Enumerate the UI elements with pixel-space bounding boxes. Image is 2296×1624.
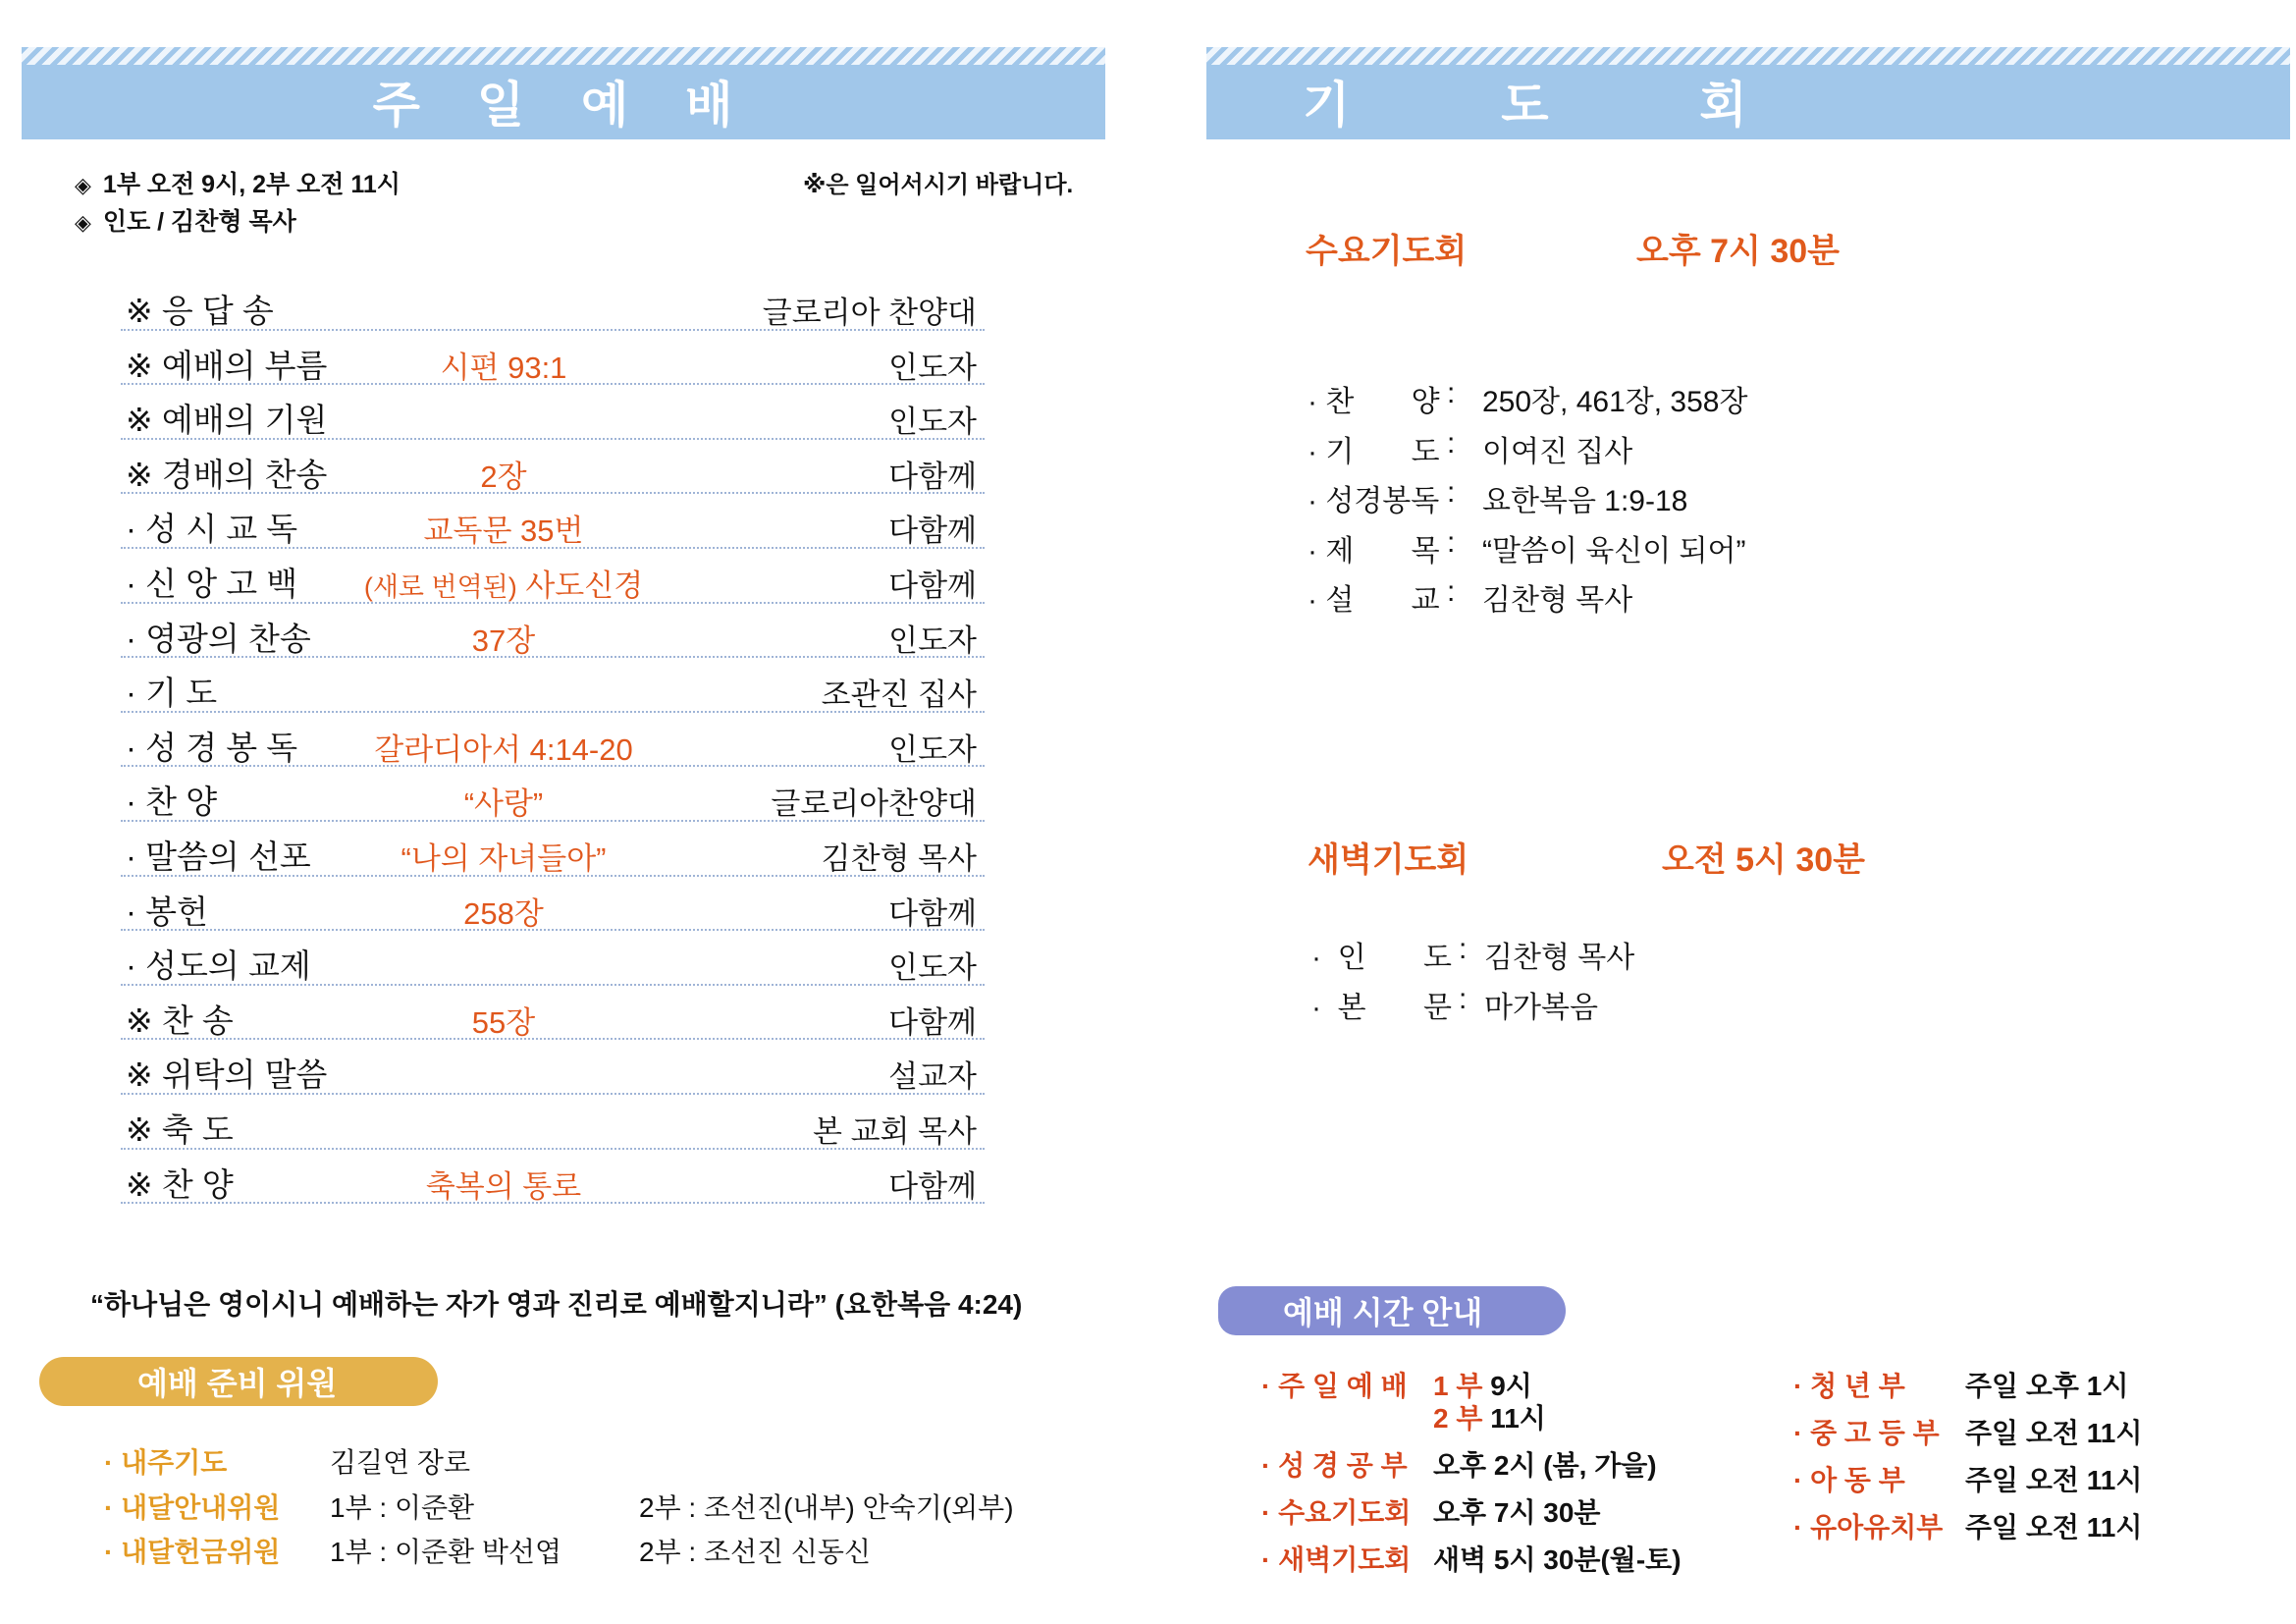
prep-label: · 내주기도: [104, 1447, 228, 1478]
dawn-prayer-time: 오전 5시 30분: [1662, 841, 1865, 879]
schedule-time: 9시: [1490, 1371, 1532, 1401]
order-role: 인도자: [888, 950, 977, 986]
item-label: · 본 문: [1311, 991, 1452, 1024]
order-item: ※ 응 답 송: [126, 293, 274, 329]
item-value: 250장, 461장, 358장: [1482, 386, 1748, 418]
order-item: · 신 앙 고 백: [126, 565, 298, 602]
order-role: 다함께: [888, 459, 977, 494]
order-item: · 성도의 교제: [126, 947, 311, 985]
order-role: 글로리아 찬양대: [762, 296, 977, 330]
order-row: [121, 494, 985, 549]
schedule-label: · 새벽기도회: [1261, 1544, 1412, 1575]
order-role: 다함께: [888, 1168, 977, 1204]
schedule-label: · 수요기도회: [1261, 1497, 1412, 1528]
order-item: · 찬 양: [126, 784, 218, 821]
schedule-part: 2 부: [1433, 1403, 1483, 1434]
item-label: · 성경봉독: [1308, 485, 1440, 517]
order-item: ※ 경배의 찬송: [126, 456, 328, 493]
worship-title: 주 일 예 배: [372, 78, 755, 133]
schedule-time: 주일 오후 1시: [1965, 1371, 2129, 1401]
schedule-label: · 청 년 부: [1793, 1371, 1905, 1401]
item-value: 이여진 집사: [1482, 435, 1633, 468]
order-item: ※ 찬 송: [126, 1001, 234, 1039]
order-item: · 말씀의 선포: [126, 838, 311, 875]
schedule-time: 11시: [1490, 1403, 1546, 1434]
item-colon: :: [1459, 933, 1468, 965]
order-ref: [317, 561, 690, 605]
schedule-time: 새벽 5시 30분(월-토): [1433, 1544, 1682, 1575]
order-row: [121, 276, 985, 331]
order-item: · 기 도: [126, 675, 218, 712]
schedule-time: 주일 오전 11시: [1965, 1465, 2143, 1495]
order-ref: 갈라디아서 4:14-20: [374, 731, 633, 767]
order-row: [121, 1150, 985, 1205]
order-row: [121, 767, 985, 822]
order-role: 김찬형 목사: [821, 840, 977, 876]
order-role: 다함께: [888, 1004, 977, 1040]
prayer-banner: [1206, 47, 2290, 139]
order-row: [121, 331, 985, 386]
order-role: 인도자: [888, 731, 977, 767]
wednesday-prayer-name: 수요기도회: [1306, 233, 1468, 270]
order-of-worship: [121, 276, 985, 1204]
order-item: · 봉헌: [126, 893, 208, 930]
item-label: · 인 도: [1311, 942, 1452, 974]
order-row: [121, 440, 985, 495]
order-row: [121, 931, 985, 986]
order-ref: “나의 자녀들아”: [400, 840, 607, 876]
item-value: 마가복음: [1484, 991, 1598, 1024]
order-role: 인도자: [888, 405, 977, 440]
order-item: · 성 경 봉 독: [126, 729, 298, 766]
prep-label: · 내달헌금위원: [104, 1537, 281, 1567]
order-item: ※ 예배의 부름: [126, 347, 328, 384]
order-role: 다함께: [888, 895, 977, 931]
order-ref: 2장: [480, 459, 527, 494]
order-role: 조관진 집사: [821, 677, 977, 713]
worship-leader-info: [75, 202, 296, 238]
prep-value-1: 김길연 장로: [330, 1447, 471, 1478]
item-colon: :: [1447, 476, 1456, 509]
order-item: ※ 축 도: [126, 1110, 234, 1148]
order-row: [121, 713, 985, 768]
order-item: ※ 예배의 기원: [126, 402, 328, 439]
order-role: 설교자: [888, 1059, 977, 1095]
order-item: · 성 시 교 독: [126, 511, 298, 548]
item-value: 김찬형 목사: [1482, 584, 1633, 617]
schedule-label: · 주 일 예 배: [1261, 1371, 1408, 1401]
prep-row: [104, 1487, 1086, 1526]
schedule-label: · 중 고 등 부: [1793, 1418, 1940, 1448]
order-role: 다함께: [888, 514, 977, 549]
schedule-time: 주일 오전 11시: [1965, 1418, 2143, 1448]
schedule-label: · 성 경 공 부: [1261, 1450, 1408, 1481]
order-ref: 시편 93:1: [440, 350, 567, 385]
prep-row: [104, 1531, 1086, 1570]
item-colon: :: [1459, 982, 1468, 1015]
schedule-part: 1 부: [1433, 1371, 1483, 1401]
order-ref: “사랑”: [463, 786, 544, 822]
item-label: · 찬 양: [1308, 386, 1440, 418]
diamond-bullet-icon: ◈: [75, 210, 91, 235]
order-ref: 258장: [463, 895, 544, 931]
order-role: 본 교회 목사: [813, 1113, 977, 1149]
diamond-bullet-icon: ◈: [75, 173, 91, 197]
item-colon: :: [1447, 426, 1456, 460]
worship-leader-text: 인도 / 김찬형 목사: [102, 208, 296, 236]
schedule-label: · 유아유치부: [1793, 1512, 1944, 1543]
prayer-title: 기 도 회: [1303, 78, 1816, 133]
schedule-time: 주일 오전 11시: [1965, 1512, 2143, 1543]
scripture-quote: “하나님은 영이시니 예배하는 자가 영과 진리로 예배할지니라” (요한복음 4:24): [90, 1289, 1023, 1320]
prep-value-1: 1부 : 이준환 박선엽: [330, 1537, 562, 1567]
order-role: 인도자: [888, 350, 977, 385]
order-role: 다함께: [888, 568, 977, 603]
schedule-label: · 아 동 부: [1793, 1465, 1905, 1495]
order-row: [121, 549, 985, 604]
prep-value-2: 2부 : 조선진(내부) 안숙기(외부): [639, 1492, 1014, 1523]
item-colon: :: [1447, 525, 1456, 559]
item-value: “말씀이 육신이 되어”: [1482, 534, 1746, 568]
worship-times-text: 1부 오전 9시, 2부 오전 11시: [102, 171, 400, 198]
worship-banner: [22, 47, 1105, 139]
order-row: [121, 658, 985, 713]
wednesday-prayer-time: 오후 7시 30분: [1636, 233, 1840, 270]
prep-label: · 내달안내위원: [104, 1492, 281, 1523]
worship-times-info: [75, 165, 400, 200]
order-row: [121, 877, 985, 932]
order-ref: 55장: [471, 1004, 536, 1040]
order-row: [121, 604, 985, 659]
order-row: [121, 1040, 985, 1095]
prep-value-1: 1부 : 이준환: [330, 1492, 475, 1523]
item-label: · 제 목: [1308, 534, 1440, 568]
order-ref: 교독문 35번: [423, 514, 584, 549]
item-label: · 설 교: [1308, 584, 1440, 617]
schedule-time: 오후 2시 (봄, 가을): [1433, 1450, 1657, 1481]
order-ref: 37장: [471, 623, 536, 658]
order-row: [121, 1095, 985, 1150]
item-value: 요한복음 1:9-18: [1482, 485, 1688, 517]
item-colon: :: [1447, 377, 1456, 409]
item-colon: :: [1447, 575, 1456, 608]
stand-note: ※은 일어서시기 바랍니다.: [803, 172, 1074, 198]
service-times-heading: 예배 시간 안내: [1218, 1286, 1566, 1335]
item-label: · 기 도: [1308, 435, 1440, 468]
prep-row: [104, 1441, 1086, 1481]
order-role: 인도자: [888, 623, 977, 658]
order-ref-text: 사도신경: [525, 568, 644, 603]
prep-committee-heading: 예배 준비 위원: [39, 1357, 438, 1406]
order-role: 글로리아찬양대: [771, 786, 977, 822]
schedule-time: 오후 7시 30분: [1433, 1497, 1601, 1528]
prep-value-2: 2부 : 조선진 신동신: [639, 1537, 872, 1567]
item-value: 김찬형 목사: [1484, 942, 1635, 974]
order-row: [121, 385, 985, 440]
order-ref: 축복의 통로: [425, 1168, 582, 1204]
order-item: · 영광의 찬송: [126, 620, 311, 657]
order-row: [121, 986, 985, 1041]
order-row: [121, 822, 985, 877]
order-ref-note: (새로 번역된): [363, 571, 517, 602]
order-item: ※ 찬 양: [126, 1165, 234, 1203]
dawn-prayer-name: 새벽기도회: [1308, 841, 1469, 879]
order-item: ※ 위탁의 말씀: [126, 1056, 328, 1094]
